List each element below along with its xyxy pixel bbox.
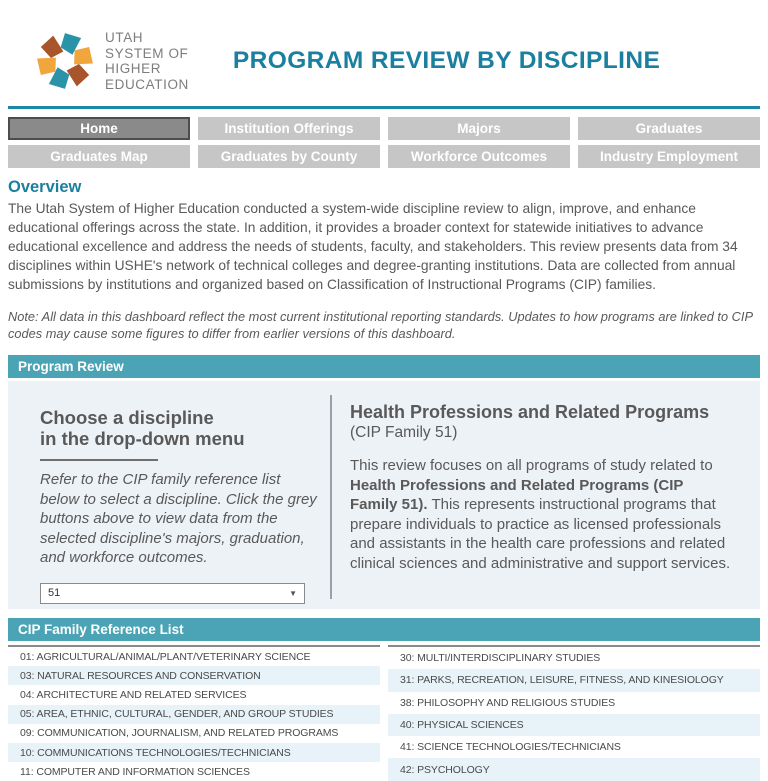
logo-line: UTAH — [105, 30, 144, 45]
ushe-pinwheel-icon — [34, 28, 96, 94]
page-title: PROGRAM REVIEW BY DISCIPLINE — [232, 47, 661, 74]
discipline-chooser-column — [8, 381, 330, 609]
chooser-instructions: Refer to the CIP family reference list below to select a discipline. Click the grey buttons above to view data from the selected discipline's majors, graduation, and workforce outcomes. — [40, 471, 317, 566]
cip-list-item: 05: AREA, ETHNIC, CULTURAL, GENDER, AND GROUP STUDIES — [8, 705, 380, 724]
cip-list-left-column — [8, 645, 380, 781]
cip-list-item: 09: COMMUNICATION, JOURNALISM, AND RELATED PROGRAMS — [20, 727, 339, 740]
overview-note: Note: All data in this dashboard reflect the most current institutional reporting standards. Updates to how programs are linked to CIP codes may cause some figures to differ from earlier versions of this dashboard. — [8, 309, 753, 341]
program-review-section-header: Program Review — [8, 355, 760, 378]
nav-button-graduates[interactable]: Graduates — [578, 117, 760, 140]
chooser-heading-underline — [40, 459, 158, 461]
nav-button-workforce-outcomes[interactable]: Workforce Outcomes — [388, 145, 570, 168]
cip-list-item: 11: COMPUTER AND INFORMATION SCIENCES — [20, 765, 250, 778]
logo-wordmark — [105, 30, 189, 92]
nav-button-majors[interactable]: Majors — [388, 117, 570, 140]
cip-list-section-header: CIP Family Reference List — [8, 618, 760, 641]
overview-section — [8, 178, 760, 342]
cip-list-item: 01: AGRICULTURAL/ANIMAL/PLANT/VETERINARY SCIENCE — [20, 650, 311, 663]
program-review-panel — [8, 381, 760, 609]
cip-list-item: 03: NATURAL RESOURCES AND CONSERVATION — [8, 666, 380, 685]
nav-button-grid — [8, 117, 760, 168]
cip-list-item: 31: PARKS, RECREATION, LEISURE, FITNESS, AND KINESIOLOGY — [388, 669, 760, 691]
cip-list-item: 42: PSYCHOLOGY — [388, 758, 760, 780]
chooser-heading-line1: Choose a discipline — [40, 407, 214, 428]
logo-line: EDUCATION — [105, 76, 189, 92]
discipline-subtitle: (CIP Family 51) — [350, 424, 458, 441]
chevron-down-icon: ▼ — [289, 588, 297, 598]
nav-button-home[interactable]: Home — [8, 117, 190, 140]
header-divider — [8, 106, 760, 109]
overview-body: The Utah System of Higher Education conducted a system-wide discipline review to align, improve, and enhance educational offerings across the state. In addition, it provides a broader context for statewide initiatives to advance educational excellence and address the needs of students, faculty, and stakeholders. This review presents data from 34 disciplines within USHE's network of technical colleges and degree-granting institutions. Data are collected from annual submissions by institutions and organized based on Classification of Instructional Programs (CIP) families. — [8, 201, 738, 292]
ushe-logo — [34, 28, 189, 94]
cip-list-right-column — [388, 645, 760, 781]
cip-list-item: 41: SCIENCE TECHNOLOGIES/TECHNICIANS — [400, 741, 621, 754]
chooser-heading — [40, 407, 318, 449]
nav-button-graduates-map[interactable]: Graduates Map — [8, 145, 190, 168]
discipline-dropdown[interactable] — [40, 583, 305, 604]
discipline-title: Health Professions and Related Programs — [350, 402, 710, 422]
description-intro: This review focuses on all programs of study related to — [350, 457, 713, 474]
cip-list-item: 40: PHYSICAL SCIENCES — [388, 714, 760, 736]
header — [8, 0, 760, 104]
cip-list-item: 38: PHILOSOPHY AND RELIGIOUS STUDIES — [400, 696, 616, 709]
description-bold: Health Professions and Related Programs (CIP Family 51). — [350, 476, 684, 513]
discipline-dropdown-value: 51 — [48, 587, 61, 599]
cip-list-item: 10: COMMUNICATIONS TECHNOLOGIES/TECHNICIANS — [8, 743, 380, 762]
nav-button-institution-offerings[interactable]: Institution Offerings — [198, 117, 380, 140]
logo-line: SYSTEM OF — [105, 45, 189, 61]
nav-button-industry-employment[interactable]: Industry Employment — [578, 145, 760, 168]
nav-button-graduates-by-county[interactable]: Graduates by County — [198, 145, 380, 168]
cip-reference-tables — [8, 645, 760, 781]
cip-list-item: 04: ARCHITECTURE AND RELATED SERVICES — [20, 688, 247, 701]
description-rest: This represents instructional programs that prepare individuals to practice as licensed professionals and assistants in the health care professions and related clinical sciences and administrative and support services. — [350, 496, 731, 572]
discipline-description — [350, 456, 732, 573]
discipline-detail-column — [332, 381, 760, 609]
overview-heading: Overview — [8, 178, 82, 196]
logo-line: HIGHER — [105, 61, 162, 76]
chooser-heading-line2: in the drop-down menu — [40, 428, 245, 449]
cip-list-item: 30: MULTI/INTERDISCIPLINARY STUDIES — [400, 652, 601, 665]
